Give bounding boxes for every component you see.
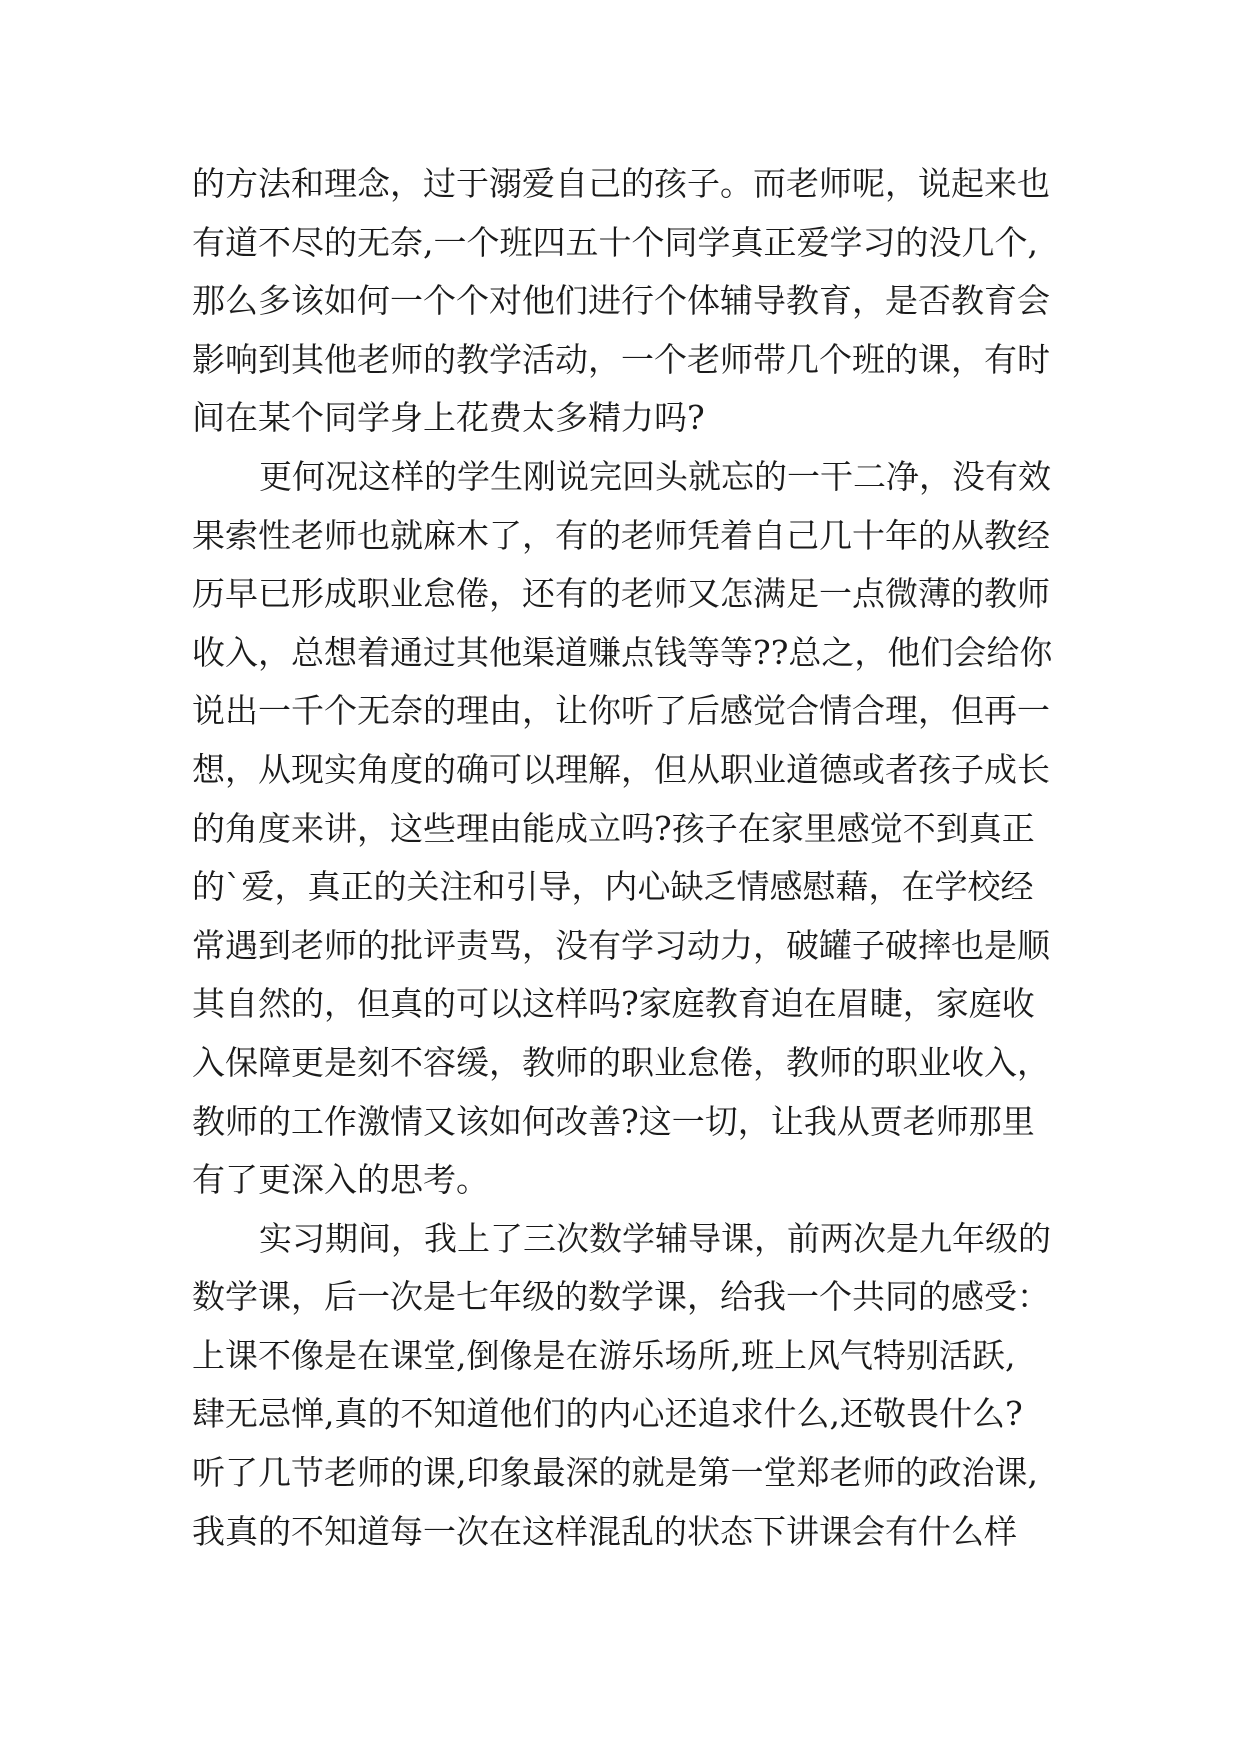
- paragraph-2: [192, 448, 1202, 1210]
- paragraph-1: [192, 155, 1202, 448]
- text-line: 的角度来讲，这些理由能成立吗?孩子在家里感觉不到真正: [192, 808, 1035, 848]
- text-line: 有道不尽的无奈,一个班四五十个同学真正爱学习的没几个,: [192, 222, 1038, 262]
- text-line: 影响到其他老师的教学活动，一个老师带几个班的课，有时: [192, 339, 1050, 379]
- text-line: 历早已形成职业怠倦，还有的老师又怎满足一点微薄的教师: [192, 574, 1050, 614]
- text-line: 有了更深入的思考。: [192, 1160, 489, 1200]
- text-line: 听了几节老师的课,印象最深的就是第一堂郑老师的政治课,: [192, 1453, 1038, 1493]
- text-line: 常遇到老师的批评责骂，没有学习动力，破罐子破摔也是顺: [192, 925, 1050, 965]
- text-line: 说出一千个无奈的理由，让你听了后感觉合情合理，但再一: [192, 691, 1050, 731]
- text-line: 间在某个同学身上花费太多精力吗?: [192, 398, 705, 438]
- text-line: 数学课，后一次是七年级的数学课，给我一个共同的感受：: [192, 1277, 1050, 1317]
- text-line: 想，从现实角度的确可以理解，但从职业道德或者孩子成长: [192, 749, 1050, 789]
- text-line: 那么多该如何一个个对他们进行个体辅导教育，是否教育会: [192, 281, 1050, 321]
- text-line: 的方法和理念，过于溺爱自己的孩子。而老师呢，说起来也: [192, 164, 1050, 203]
- text-line: 我真的不知道每一次在这样混乱的状态下讲课会有什么样: [192, 1511, 1017, 1551]
- text-line: 教师的工作激情又该如何改善?这一切，让我从贾老师那里: [192, 1101, 1035, 1141]
- text-line: 的`爱，真正的关注和引导，内心缺乏情感慰藉，在学校经: [192, 867, 1034, 907]
- text-line: 果索性老师也就麻木了，有的老师凭着自己几十年的从教经: [192, 515, 1050, 555]
- text-line: 上课不像是在课堂,倒像是在游乐场所,班上风气特别活跃,: [192, 1335, 1016, 1375]
- text-line: 其自然的，但真的可以这样吗?家庭教育迫在眉睫，家庭收: [192, 984, 1035, 1024]
- text-line: 实习期间，我上了三次数学辅导课，前两次是九年级的: [259, 1218, 1051, 1258]
- text-line: 收入，总想着通过其他渠道赚点钱等等??总之，他们会给你: [192, 632, 1053, 672]
- text-line: 肆无忌惮,真的不知道他们的内心还追求什么,还敬畏什么?: [192, 1394, 1023, 1434]
- body-text: [192, 155, 1202, 1561]
- paragraph-3: [192, 1210, 1202, 1562]
- text-line: 入保障更是刻不容缓，教师的职业怠倦，教师的职业收入，: [192, 1042, 1050, 1082]
- text-line: 更何况这样的学生刚说完回头就忘的一干二净，没有效: [259, 456, 1051, 496]
